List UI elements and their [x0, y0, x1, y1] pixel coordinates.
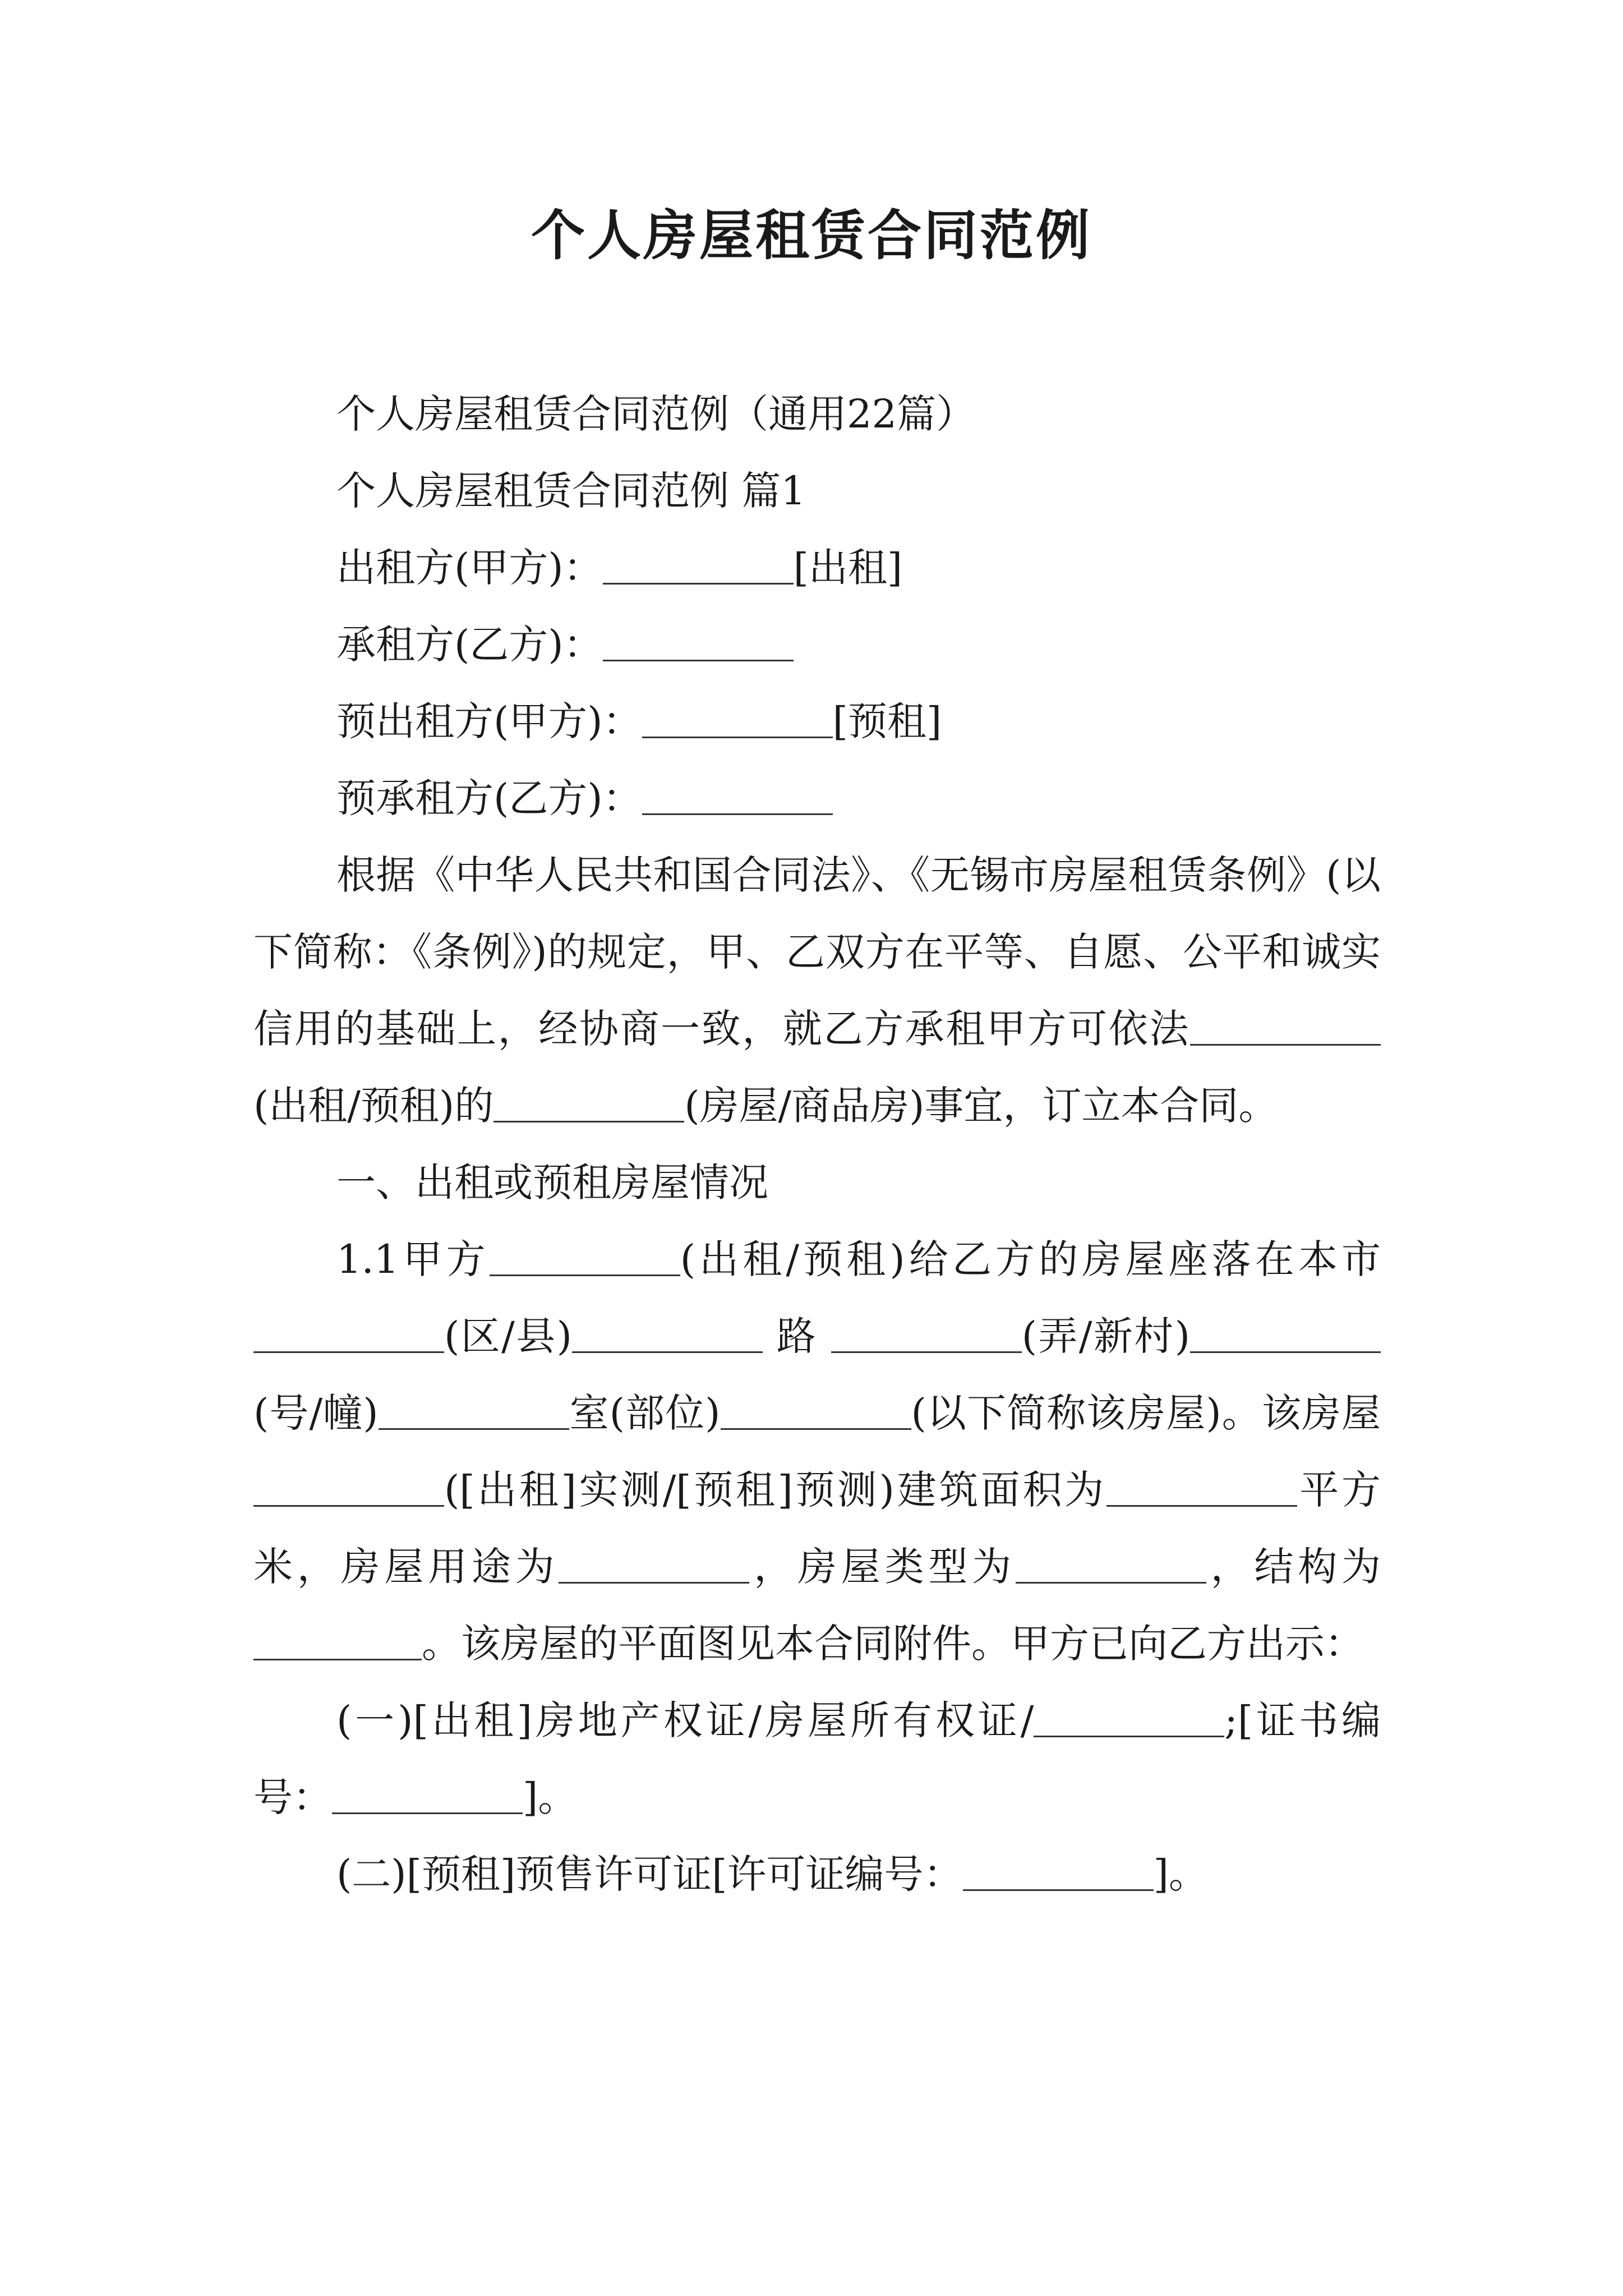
- clause-1-1-blank-2: [253, 1312, 444, 1353]
- party-lessor-blank: [603, 544, 794, 585]
- item-1-blank-1: [1034, 1696, 1224, 1737]
- party-lessee-blank: [603, 620, 794, 661]
- clause-1-1-text-e: (弄/新村): [1021, 1313, 1190, 1359]
- clause-1-1-blank-7: [721, 1389, 911, 1430]
- party-pre-lessee-blank: [642, 774, 833, 815]
- party-lessor-label: 出租方(甲方)：: [336, 545, 603, 591]
- clause-1-1-text-i: ([出租]实测/[预租]预测)建筑面积为: [444, 1467, 1106, 1513]
- clause-1-1-text-f: (号/幢): [253, 1390, 379, 1436]
- subtitle: [253, 376, 1381, 453]
- preamble-text-1: 根据《中华人民共和国合同法》、《无锡市房屋租赁条例》(以下简称：《条例》)的规定，甲、乙双方在平等、自愿、公平和诚实信用的基础上，经协商一致，就乙方承租甲方可依法: [253, 852, 1381, 1052]
- item-1-text-a: (一)[出租]房地产权证/房屋所有权证/: [336, 1697, 1034, 1743]
- clause-1-1-text-m: 。该房屋的平面图见本合同附件。甲方已向乙方出示：: [422, 1621, 1364, 1667]
- item-2-paragraph: [253, 1836, 1381, 1913]
- clause-1-1-text-h: (以下简称该房屋)。该房屋: [911, 1390, 1381, 1436]
- clause-1-1-text-a: 1.1甲方: [336, 1236, 490, 1282]
- clause-1-1-blank-11: [1016, 1543, 1206, 1584]
- clause-1-1-blank-5: [1190, 1312, 1381, 1353]
- party-pre-lessee-label: 预承租方(乙方)：: [336, 775, 642, 821]
- clause-1-1-paragraph: [253, 1221, 1381, 1682]
- party-pre-lessor-blank: [642, 697, 833, 738]
- party-pre-lessor-label: 预出租方(甲方)：: [336, 698, 642, 744]
- party-pre-lessor-line: [253, 683, 1381, 760]
- item-1-paragraph: [253, 1682, 1381, 1836]
- clause-1-1-text-b: (出租/预租)给乙方的房屋座落在本市: [680, 1236, 1381, 1282]
- preamble-blank-2: [494, 1082, 684, 1122]
- clause-1-1-text-g: 室(部位): [569, 1390, 721, 1436]
- preamble-text-3: (房屋/商品房)事宜，订立本合同。: [684, 1083, 1278, 1129]
- clause-1-1-text-l: ，结构为: [1206, 1544, 1381, 1590]
- preamble-blank-1: [1190, 1005, 1381, 1046]
- party-lessee-label: 承租方(乙方)：: [336, 622, 603, 668]
- item-2-text-a: (二)[预租]预售许可证[许可证编号：: [336, 1851, 963, 1897]
- clause-1-1-blank-12: [253, 1619, 422, 1660]
- clause-1-1-text-k: ，房屋类型为: [749, 1544, 1016, 1590]
- clause-1-1-blank-9: [1106, 1466, 1297, 1507]
- item-1-text-b: ;[证书编号：: [253, 1697, 1381, 1820]
- clause-1-heading: [253, 1144, 1381, 1221]
- preamble-paragraph: [253, 837, 1381, 1144]
- party-pre-lessee-line: [253, 760, 1381, 837]
- party-lessor-line: [253, 530, 1381, 606]
- document-body: [253, 376, 1381, 1913]
- clause-1-1-blank-4: [831, 1312, 1022, 1353]
- clause-1-1-blank-10: [559, 1543, 749, 1584]
- section-heading-text: 个人房屋租赁合同范例 篇1: [336, 468, 806, 514]
- party-lessee-line: [253, 606, 1381, 683]
- section-heading: [253, 453, 1381, 530]
- item-1-text-c: ]。: [523, 1774, 578, 1820]
- party-pre-lessor-tag: [预租]: [832, 698, 942, 744]
- item-2-blank: [963, 1850, 1154, 1891]
- clause-1-1-blank-6: [379, 1389, 569, 1430]
- clause-1-1-text-d: 路: [776, 1313, 817, 1359]
- item-1-blank-2: [332, 1773, 523, 1814]
- clause-1-1-text-c: (区/县): [444, 1313, 572, 1359]
- document-title: 个人房屋租赁合同范例: [531, 204, 1092, 267]
- party-lessor-tag: [出租]: [793, 545, 903, 591]
- subtitle-text: 个人房屋租赁合同范例（通用22篇）: [336, 391, 976, 437]
- clause-1-1-blank-1: [490, 1235, 680, 1276]
- preamble-text-2: (出租/预租)的: [253, 1083, 494, 1129]
- clause-1-1-blank-3: [572, 1312, 763, 1353]
- clause-1-heading-text: 一、出租或预租房屋情况: [336, 1159, 768, 1205]
- clause-1-1-blank-8: [253, 1466, 444, 1507]
- clause-1-1-text-j: 平方米，房屋用途为: [253, 1467, 1381, 1590]
- item-2-text-b: ]。: [1153, 1851, 1208, 1897]
